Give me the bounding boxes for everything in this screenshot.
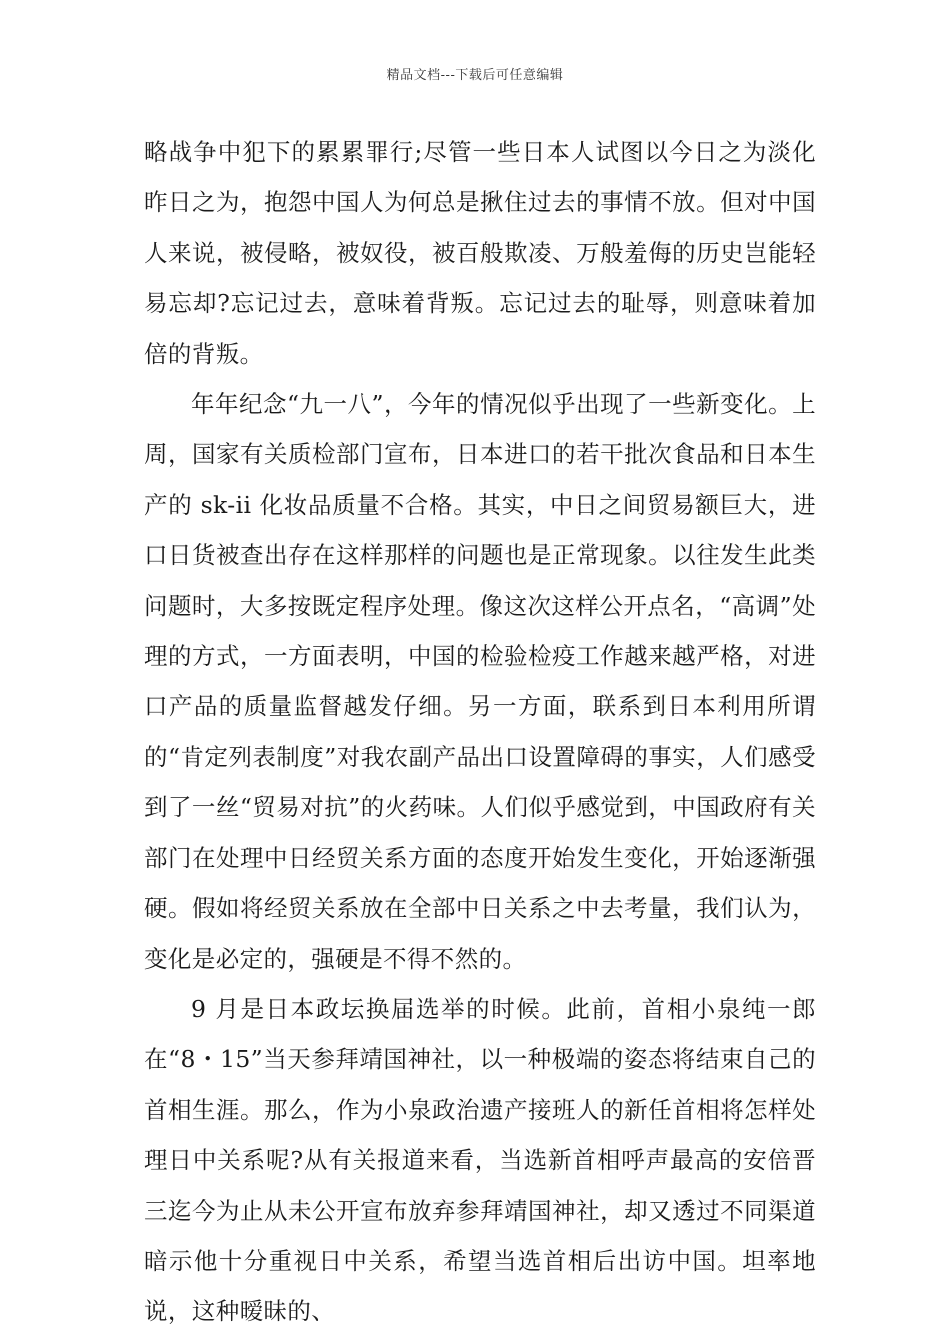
page-header: 精品文档---下载后可任意编辑 — [386, 68, 564, 83]
paragraph-2: 年年纪念“九一八”，今年的情况似乎出现了一些新变化。上周，国家有关质检部门宣布，日本进口的若干批次食品和日本生产的 sk-ii 化妆品质量不合格。其实，中日之间贸易额巨大，进口日货被查出存在这样那样的问题也是正常现象。以往发生此类问题时，大多按既定程序处理。像这次这样公开点名，“高调”处理的方式，一方面表明，中国的检验检疫工作越来越严格，对进口产品的质量监督越发仔细。另一方面，联系到日本利用所谓的“肯定列表制度”对我农副产品出口设置障碍的事实，人们感受到了一丝“贸易对抗”的火药味。人们似乎感觉到，中国政府有关部门在处理中日经贸关系方面的态度开始发生变化，开始逐渐强硬。假如将经贸关系放在全部中日关系之中去考量，我们认为，变化是必定的，强硬是不得不然的。 — [144, 390, 816, 973]
paragraph-1: 略战争中犯下的累累罪行;尽管一些日本人试图以今日之为淡化昨日之为，抱怨中国人为何总是揪住过去的事情不放。但对中国人来说，被侵略，被奴役，被百般欺凌、万般羞侮的历史岂能轻易忘却?忘记过去，意味着背叛。忘记过去的耻辱，则意味着加倍的背叛。 — [144, 138, 816, 368]
document-body — [144, 127, 816, 1337]
paragraph-3: 9 月是日本政坛换届选举的时候。此前，首相小泉纯一郎在“8・15”当天参拜靖国神社，以一种极端的姿态将结束自己的首相生涯。那么，作为小泉政治遗产接班人的新任首相将怎样处理日中关系呢?从有关报道来看，当选新首相呼声最高的安倍晋三迄今为止从未公开宣布放弃参拜靖国神社，却又透过不同渠道暗示他十分重视日中关系，希望当选首相后出访中国。坦率地说，这种暧昧的、 — [144, 994, 816, 1326]
